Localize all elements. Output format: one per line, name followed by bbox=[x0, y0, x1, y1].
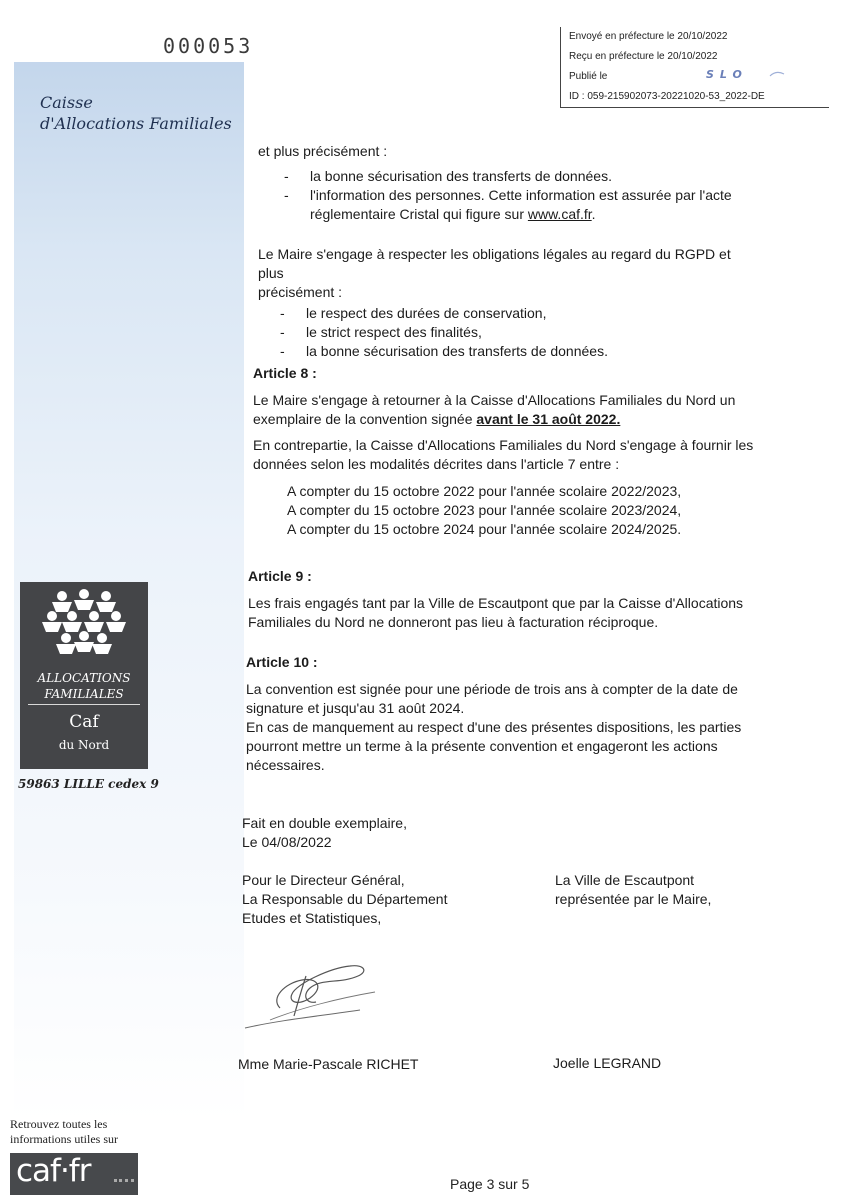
article-10-line1: La convention est signée pour une période de trois ans à compter de la date de bbox=[246, 681, 738, 697]
signatory-left-name: Mme Marie-Pascale RICHET bbox=[238, 1056, 419, 1072]
signatory-left-line1: Pour le Directeur Général, bbox=[242, 872, 405, 888]
maire-line1: Le Maire s'engage à respecter les obligations légales au regard du RGPD et plus bbox=[258, 246, 731, 281]
page-number: Page 3 sur 5 bbox=[450, 1176, 530, 1192]
list-item: - le respect des durées de conservation, bbox=[280, 305, 547, 321]
maire-bullet2: le strict respect des finalités, bbox=[306, 324, 482, 340]
caf-fr-logo bbox=[10, 1153, 138, 1195]
promo-line1: Retrouvez toutes les bbox=[10, 1117, 108, 1131]
logo-divider bbox=[28, 704, 140, 705]
caf-fr-text: caf·fr bbox=[16, 1153, 91, 1189]
signatory-right-line1: La Ville de Escautpont bbox=[555, 872, 695, 888]
logo-allocations-familiales bbox=[20, 670, 148, 702]
signatory-right-line2: représentée par le Maire, bbox=[555, 891, 712, 907]
caf-logo bbox=[20, 582, 148, 769]
publie-mark-text: SLO bbox=[706, 68, 748, 80]
signatory-left-line3: Etudes et Statistiques, bbox=[242, 910, 382, 926]
logo-line1: ALLOCATIONS bbox=[37, 671, 131, 685]
signatory-left-line2: La Responsable du Département bbox=[242, 891, 448, 907]
prefecture-publie: Publié le bbox=[569, 71, 608, 82]
prefecture-envoye: Envoyé en préfecture le 20/10/2022 bbox=[569, 31, 728, 42]
article-8-p1-line2a: exemplaire de la convention signée bbox=[253, 411, 477, 427]
closing-line1: Fait en double exemplaire, bbox=[242, 815, 407, 831]
logo-line2: FAMILIALES bbox=[44, 687, 124, 701]
list-item: A compter du 15 octobre 2023 pour l'année scolaire 2023/2024, bbox=[287, 502, 682, 518]
article-8-p1 bbox=[253, 391, 758, 429]
article-9-heading: Article 9 : bbox=[248, 568, 312, 584]
intro-bullet2a: l'information des personnes. Cette information est assurée par l'acte bbox=[310, 187, 732, 203]
article-9-line1: Les frais engagés tant par la Ville de Escautpont que par la Caisse d'Allocations bbox=[248, 595, 744, 611]
signatory-right-name: Joelle LEGRAND bbox=[553, 1055, 662, 1071]
org-name-line2: d'Allocations Familiales bbox=[40, 114, 232, 133]
list-item: - la bonne sécurisation des transferts de données. bbox=[284, 168, 612, 184]
article-8-p2 bbox=[253, 436, 758, 474]
signature-icon bbox=[240, 958, 390, 1033]
list-item: A compter du 15 octobre 2022 pour l'année scolaire 2022/2023, bbox=[287, 483, 682, 499]
list-item: - la bonne sécurisation des transferts de données. bbox=[280, 343, 608, 359]
article-10 bbox=[246, 653, 758, 775]
intro-bullet2b: réglementaire Cristal qui figure sur bbox=[310, 206, 528, 222]
prefecture-id: ID : 059-215902073-20221020-53_2022-DE bbox=[569, 91, 765, 102]
article-9 bbox=[248, 567, 758, 632]
article-9-line2: Familiales du Nord ne donneront pas lieu à facturation réciproque. bbox=[248, 614, 659, 630]
intro-bullet2-end: . bbox=[591, 206, 596, 222]
intro-lead: et plus précisément : bbox=[258, 143, 388, 159]
article-10-line2: signature et jusqu'au 31 août 2024. bbox=[246, 700, 465, 716]
maire-line2: précisément : bbox=[258, 284, 343, 300]
article-8-deadline: avant le 31 août 2022. bbox=[476, 411, 621, 427]
article-8-heading: Article 8 : bbox=[253, 365, 317, 381]
article-8-p1-line1: Le Maire s'engage à retourner à la Caisse d'Allocations Familiales du Nord un bbox=[253, 392, 736, 408]
article-10-line5: nécessaires. bbox=[246, 757, 325, 773]
prefecture-recu: Reçu en préfecture le 20/10/2022 bbox=[569, 51, 718, 62]
maire-bullet3: la bonne sécurisation des transferts de données. bbox=[306, 343, 608, 359]
caf-fr-dots bbox=[114, 1179, 134, 1182]
family-figures-icon bbox=[42, 588, 126, 654]
prefecture-stamp bbox=[560, 27, 829, 108]
article-10-heading: Article 10 : bbox=[246, 654, 318, 670]
logo-du-nord: du Nord bbox=[58, 738, 110, 752]
org-name-line1: Caisse bbox=[40, 93, 93, 112]
caf-link[interactable]: www.caf.fr bbox=[527, 206, 592, 222]
org-name bbox=[40, 92, 240, 134]
closing-block bbox=[242, 814, 542, 852]
article-8-dates bbox=[253, 482, 758, 539]
intro-bullet1: la bonne sécurisation des transferts de données. bbox=[310, 168, 612, 184]
list-item: - l'information des personnes. Cette information est assurée par l'acte réglementaire Cristal qui figure sur www.caf.fr. bbox=[284, 187, 732, 222]
maire-bullet1: le respect des durées de conservation, bbox=[306, 305, 547, 321]
article-10-line4: pourront mettre un terme à la présente convention et engageront les actions bbox=[246, 738, 718, 754]
signatory-left bbox=[242, 871, 522, 928]
closing-date: Le 04/08/2022 bbox=[242, 834, 332, 850]
article-8-p2-line1: En contrepartie, la Caisse d'Allocations Familiales du Nord s'engage à fournir les bbox=[253, 437, 754, 453]
page-stamp: 000053 bbox=[163, 34, 254, 58]
promo-line2: informations utiles sur bbox=[10, 1132, 118, 1146]
logo-caf: Caf bbox=[69, 712, 99, 732]
article-8-p2-line2: données selon les modalités décrites dans l'article 7 entre : bbox=[253, 456, 620, 472]
intro-block bbox=[258, 142, 758, 224]
list-item: A compter du 15 octobre 2024 pour l'année scolaire 2024/2025. bbox=[287, 521, 682, 537]
maire-block bbox=[258, 245, 758, 361]
article-8 bbox=[253, 364, 758, 539]
signatory-right bbox=[555, 871, 815, 909]
list-item: - le strict respect des finalités, bbox=[280, 324, 482, 340]
article-10-line3: En cas de manquement au respect d'une des présentes dispositions, les parties bbox=[246, 719, 742, 735]
postal-address: 59863 LILLE cedex 9 bbox=[18, 777, 159, 791]
publie-mark-icon bbox=[706, 68, 786, 80]
promo-text bbox=[10, 1117, 150, 1147]
